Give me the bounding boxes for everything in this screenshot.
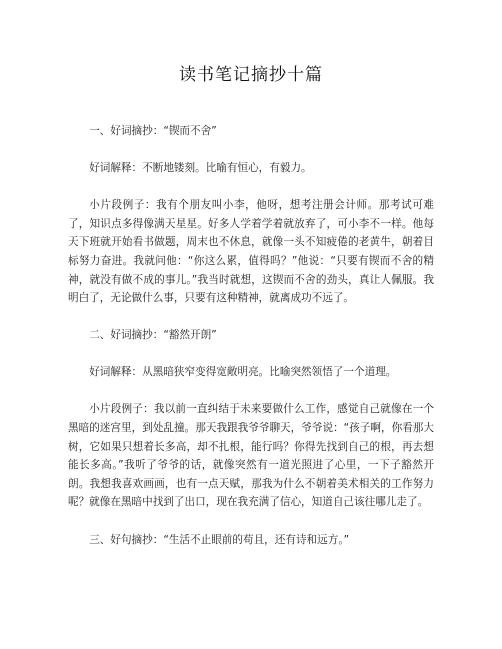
word-explanation: 好词解释：不断地镂刻。比喻有恒心，有毅力。 [89, 162, 312, 175]
document-body [68, 122, 434, 568]
section-heading: 三、好句摘抄：“生活不止眼前的苟且，还有诗和远方。” [89, 533, 350, 546]
section-heading: 一、好词摘抄：“锲而不舍” [89, 125, 217, 137]
example-paragraph: 小片段例子：我以前一直纠结于未来要做什么工作，感觉自己就像在一个黑暗的迷宫里，到处乱撞。那天我跟我爷爷聊天，爷爷说：“孩子啊，你看那大树，它如果只想着长多高，却不扎根，能行吗？你得先找到自己的根，再去想能长多高。”我听了爷爷的话，就像突然有一道光照进了心里，一下子豁然开朗。我想我喜欢画画，也有一点天赋，那我为什么不朝着美术相关的工作努力呢？就像在黑暗中找到了出口，现在我充满了信心，知道自己该往哪儿走了。 [68, 403, 434, 509]
word-explanation: 好词解释：从黑暗狭窄变得宽敞明亮。比喻突然领悟了一个道理。 [89, 366, 397, 379]
section-heading: 二、好词摘抄：“豁然开朗” [89, 329, 217, 342]
document-title: 读书笔记摘抄十篇 [179, 65, 323, 85]
example-paragraph: 小片段例子：我有个朋友叫小李，他呀，想考注册会计师。那考试可难了，知识点多得像满天星星。好多人学着学着就放弃了，可小李不一样。他每天下班就开始看书做题，周末也不休息，就像一头不知疲倦的老黄牛，朝着目标努力奋进。我就问他：“你这么累，值得吗？”他说：“只要有锲而不舍的精神，就没有做不成的事儿。”我当时就想，这锲而不舍的劲头，真让人佩服。我明白了，无论做什么事，只要有这种精神，就离成功不远了。 [68, 199, 434, 305]
